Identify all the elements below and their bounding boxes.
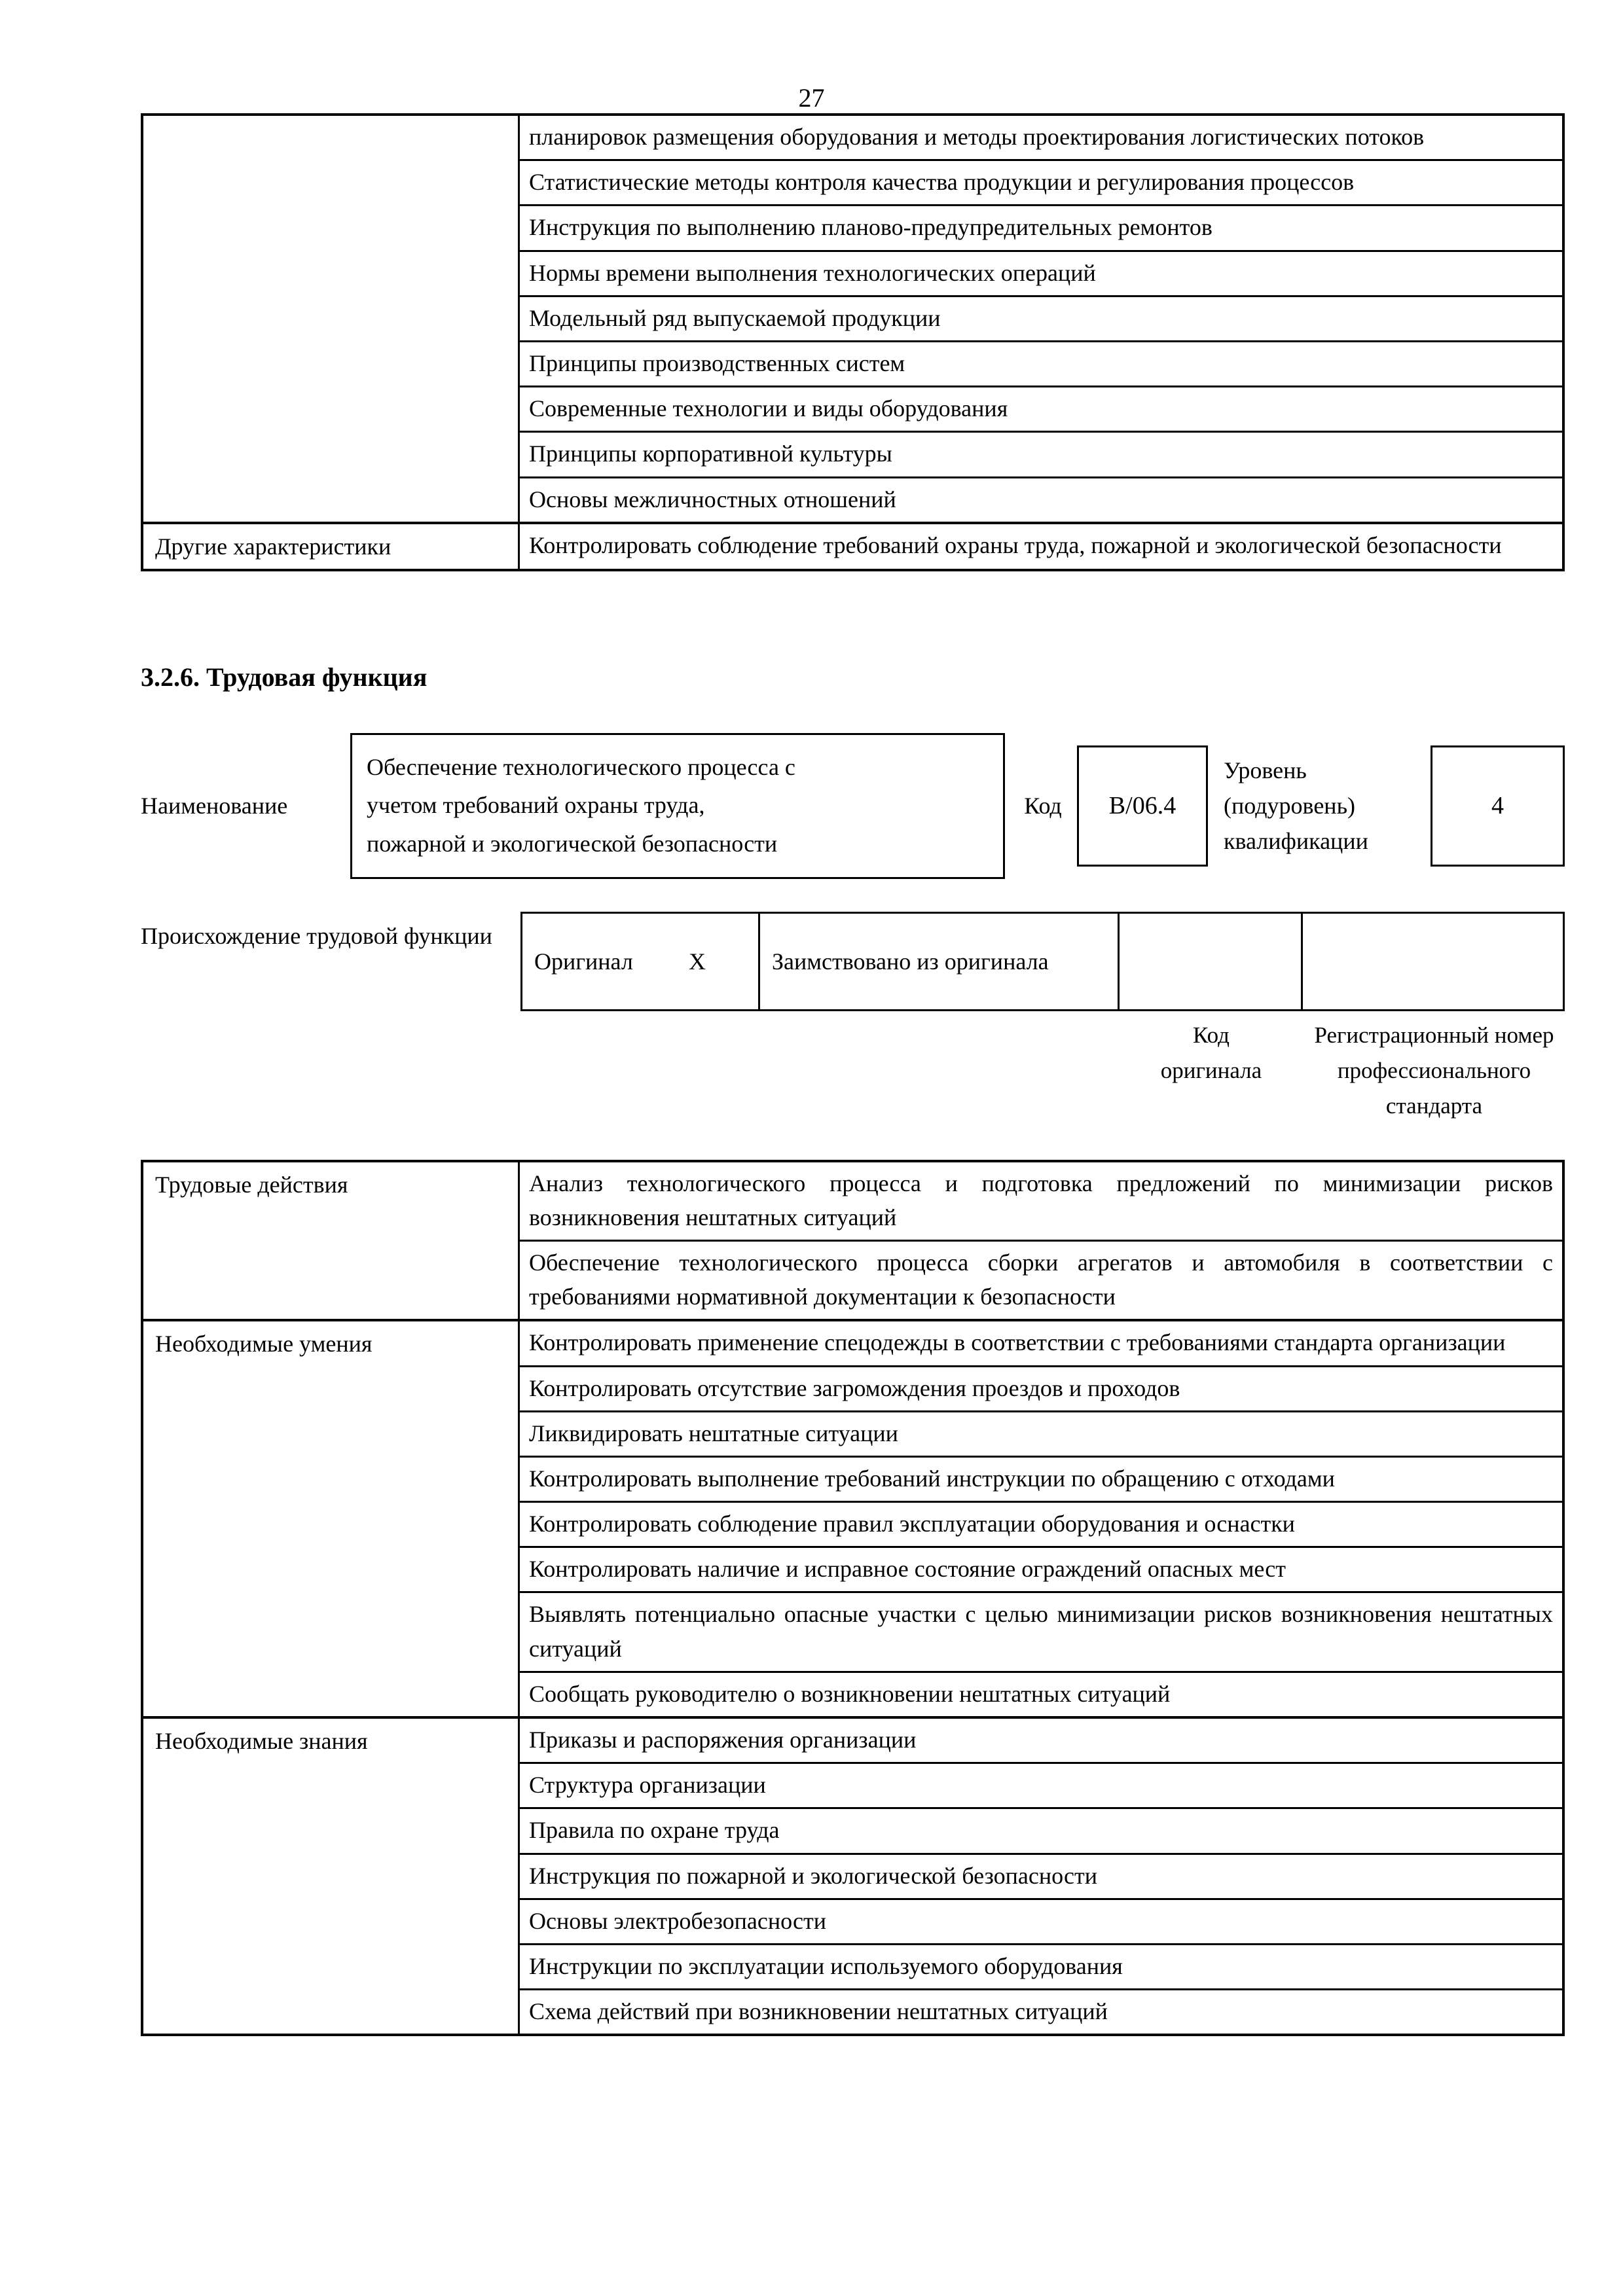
actions-column xyxy=(520,1162,1562,1319)
skill-item: Контролировать наличие и исправное состояние ограждений опасных мест xyxy=(520,1548,1562,1593)
origin-label: Происхождение трудовой функции xyxy=(141,922,492,949)
knowledge-item: Схема действий при возникновении нештатных ситуаций xyxy=(529,1998,1108,2025)
row-label-empty xyxy=(143,116,520,522)
other-characteristics-column xyxy=(520,524,1562,569)
skills-label: Необходимые умения xyxy=(143,1321,520,1716)
page-number: 27 xyxy=(798,83,825,113)
skill-item: Выявлять потенциально опасные участки с целью минимизации рисков возникновения нештатных ситуаций xyxy=(520,1593,1562,1672)
function-table xyxy=(141,1160,1565,2037)
knowledge-item: Приказы и распоряжения организации xyxy=(520,1719,1562,1764)
origin-cell-borrowed xyxy=(758,914,1118,1009)
knowledge-item: Структура организации xyxy=(520,1764,1562,1809)
caption-code-original-text: Код оригинала xyxy=(1160,1022,1262,1084)
origin-table xyxy=(520,912,1565,1011)
knowledge-item: Нормы времени выполнения технологических операций xyxy=(520,252,1562,297)
original-mark: X xyxy=(689,948,706,975)
origin-cell-original xyxy=(522,914,758,1009)
knowledge-item: Правила по охране труда xyxy=(520,1809,1562,1854)
name-label: Наименование xyxy=(141,793,288,819)
knowledge-item: Инструкции по эксплуатации используемого оборудования xyxy=(520,1945,1562,1990)
level-value-box: 4 xyxy=(1431,745,1565,867)
knowledge-items-column xyxy=(520,116,1562,522)
knowledge-item: Модельный ряд выпускаемой продукции xyxy=(520,297,1562,342)
code-value-box: В/06.4 xyxy=(1077,745,1208,867)
skill-item: Контролировать применение спецодежды в соответствии с требованиями стандарта организации xyxy=(520,1321,1562,1367)
knowledge-item: Принципы корпоративной культуры xyxy=(520,433,1562,478)
knowledge-label: Необходимые знания xyxy=(143,1719,520,2034)
knowledge-item: Статистические методы контроля качества продукции и регулирования процессов xyxy=(520,161,1562,206)
continuation-table xyxy=(141,113,1565,571)
origin-cell-code-original xyxy=(1118,914,1301,1009)
origin-captions xyxy=(141,1018,1565,1124)
name-line: пожарной и экологической безопасности xyxy=(367,830,778,857)
skill-item: Ликвидировать нештатные ситуации xyxy=(520,1412,1562,1458)
action-item: Обеспечение технологического процесса сборки агрегатов и автомобиля в соответствии с требованиями нормативной документации к безопасности xyxy=(529,1249,1553,1310)
original-label: Оригинал xyxy=(534,948,633,975)
caption-reg-number: Регистрационный номер профессионального стандарта xyxy=(1314,1022,1554,1119)
action-item: Анализ технологического процесса и подготовка предложений по минимизации рисков возникновения нештатных ситуаций xyxy=(520,1162,1562,1242)
table-row-knowledge xyxy=(143,1716,1562,2034)
knowledge-item: Основы межличностных отношений xyxy=(529,486,896,512)
caption-code-original xyxy=(1119,1018,1304,1124)
knowledge-item: Современные технологии и виды оборудования xyxy=(520,387,1562,433)
knowledge-item: Инструкция по пожарной и экологической безопасности xyxy=(520,1855,1562,1900)
knowledge-item: Принципы производственных систем xyxy=(520,342,1562,387)
origin-cell-reg-number xyxy=(1301,914,1563,1009)
origin-caption-spacer xyxy=(141,1018,1119,1124)
origin-row xyxy=(141,912,1565,1011)
section-heading: 3.2.6. Трудовая функция xyxy=(141,662,428,692)
table-row-actions xyxy=(143,1162,1562,1319)
knowledge-column xyxy=(520,1719,1562,2034)
name-line: Обеспечение технологического процесса с xyxy=(367,753,795,780)
skill-item: Сообщать руководителю о возникновении нештатных ситуаций xyxy=(529,1680,1171,1707)
borrowed-label: Заимствовано из оригинала xyxy=(772,948,1049,975)
skill-item: Контролировать отсутствие загромождения проездов и проходов xyxy=(520,1367,1562,1412)
function-name-row xyxy=(141,733,1565,879)
name-line: учетом требований охраны труда, xyxy=(367,792,705,819)
table-row-other-characteristics xyxy=(143,522,1562,569)
row-label: Другие характеристики xyxy=(143,524,520,569)
level-label: Уровень (подуровень) квалификации xyxy=(1224,757,1368,855)
knowledge-item: Основы электробезопасности xyxy=(520,1900,1562,1945)
name-value-box xyxy=(350,733,1005,879)
table-row xyxy=(143,116,1562,522)
skill-item: Контролировать выполнение требований инструкции по обращению с отходами xyxy=(520,1458,1562,1503)
knowledge-item: Инструкция по выполнению планово-предупредительных ремонтов xyxy=(520,206,1562,251)
table-row-skills xyxy=(143,1319,1562,1716)
code-label: Код xyxy=(1024,793,1062,819)
knowledge-item: планировок размещения оборудования и методы проектирования логистических потоков xyxy=(520,116,1562,161)
other-characteristics-text: Контролировать соблюдение требований охраны труда, пожарной и экологической безопасности xyxy=(529,531,1502,558)
skill-item: Контролировать соблюдение правил эксплуатации оборудования и оснастки xyxy=(520,1503,1562,1548)
skills-column xyxy=(520,1321,1562,1716)
actions-label: Трудовые действия xyxy=(143,1162,520,1319)
